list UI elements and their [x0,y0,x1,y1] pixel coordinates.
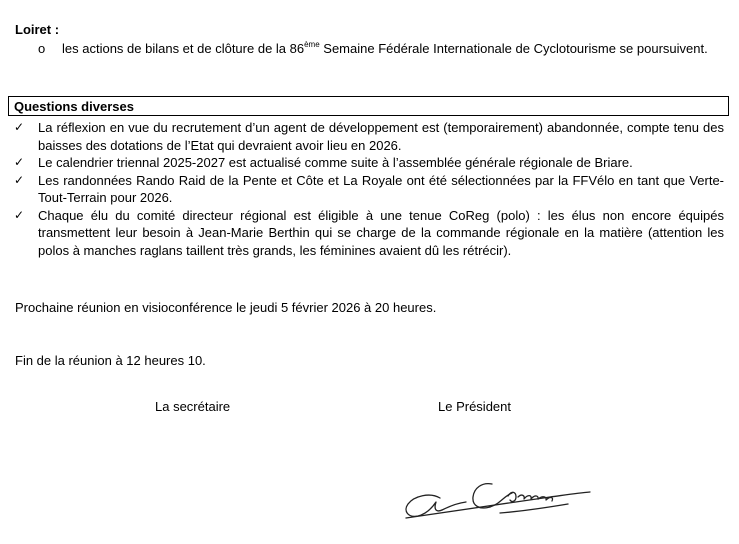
president-signature [400,466,595,536]
questions-diverses-list [14,119,724,259]
checkmark-icon: ✓ [14,155,25,169]
list-item [14,207,724,260]
checkmark-icon: ✓ [14,207,25,222]
secretaire-label: La secrétaire [155,399,231,414]
end-meeting-text: Fin de la réunion à 12 heures 10. [15,353,206,368]
checkmark-icon: ✓ [14,172,25,187]
list-item [14,172,724,207]
loiret-bullet-text [62,41,708,56]
section-title-questions-diverses: Questions diverses [14,99,134,114]
list-item-text: Le calendrier triennal 2025-2027 est actualisé comme suite à l’assemblée générale régionale de Briare. [38,155,633,170]
section-title-loiret: Loiret : [15,22,60,37]
checkmark-icon: ✓ [14,120,25,134]
list-item-text: Chaque élu du comité directeur régional est éligible à une tenue CoReg (polo) : les élus non encore équipés transmettent leur besoin à Jean-Marie Berthin qui se charge de la commande régionale en la matière (attention les polos à manches raglans taillent très grands, les féminines avaient dû les rétrécir). [38,207,724,258]
loiret-text-part2: Semaine Fédérale Internationale de Cyclotourisme se poursuivent. [319,41,708,56]
list-item-text: Les randonnées Rando Raid de la Pente et Côte et La Royale ont été sélectionnées par la FFVélo en tant que Verte-Tout-Terrain pour 2026. [38,172,724,205]
list-item [14,119,724,154]
questions-diverses-header-box [8,96,729,116]
list-item-text: La réflexion en vue du recrutement d’un agent de développement est (temporairement) abandonnée, compte tenu des baisses des dotations de l’Etat qui devraient avoir lieu en 2026. [38,120,724,153]
list-item [14,154,724,172]
next-meeting-text: Prochaine réunion en visioconférence le jeudi 5 février 2026 à 20 heures. [15,300,437,315]
bullet-marker: o [38,41,46,56]
president-label: Le Président [438,399,511,414]
loiret-text-superscript: ème [304,40,320,49]
loiret-text-part1: les actions de bilans et de clôture de la 86 [62,41,305,56]
